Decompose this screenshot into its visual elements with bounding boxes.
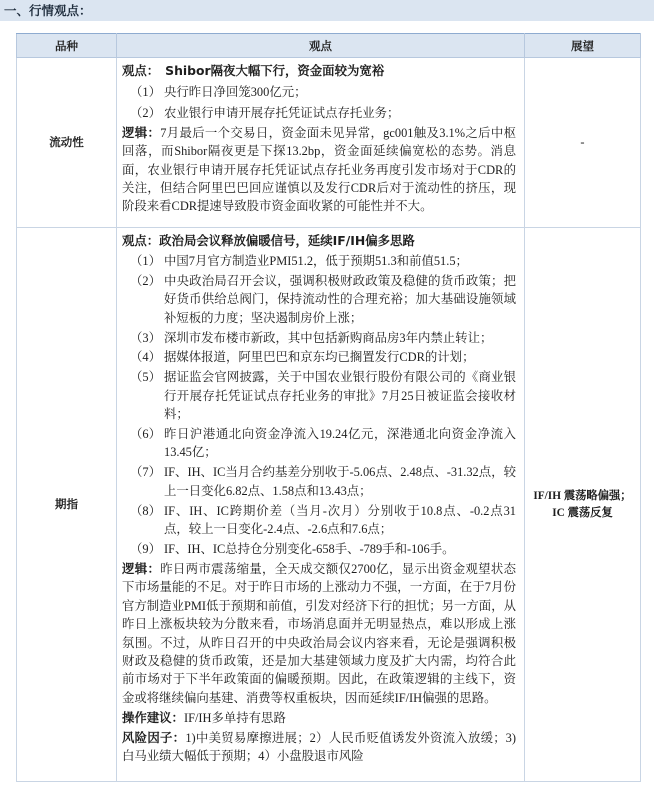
view-label: 观点：	[122, 63, 160, 78]
item-text: 据媒体报道，阿里巴巴和京东均已搁置发行CDR的计划；	[164, 350, 475, 365]
item-number: （2）	[130, 273, 161, 288]
list-item	[122, 104, 516, 122]
action-label: 操作建议：	[122, 709, 184, 725]
item-number: （5）	[130, 370, 161, 385]
item-number: （4）	[130, 350, 161, 365]
table-header-row	[17, 34, 641, 58]
action-text: IF/IH多单持有思路	[183, 710, 286, 725]
view-text: 政治局会议释放偏暖信号，延续IF/IH偏多思路	[159, 233, 415, 248]
outlook-cell: -	[525, 58, 641, 228]
logic-paragraph	[122, 560, 516, 707]
item-number: （3）	[130, 330, 161, 345]
list-item	[122, 463, 516, 500]
header-outlook: 展望	[525, 34, 641, 58]
list-item	[122, 540, 516, 558]
risk-label: 风险因子：	[122, 729, 186, 745]
logic-label: 逻辑：	[122, 124, 161, 140]
item-text: 昨日沪港通北向资金净流入19.24亿元，深港通北向资金净流入13.45亿；	[164, 427, 516, 460]
item-text: 中央政治局召开会议，强调积极财政政策及稳健的货币政策；把好货币供给总阀门，保持流动性的合理充裕；加大基础设施领域补短板的力度；坚决遏制房价上涨；	[164, 273, 516, 325]
item-number: （8）	[130, 503, 161, 518]
table-row-liquidity	[17, 58, 641, 228]
item-text: IF、IH、IC跨期价差（当月-次月）分别收于10.8点、-0.2点31点，较上一日变化-2.4点、-2.6点和7.6点；	[164, 503, 516, 537]
item-text: 中国7月官方制造业PMI51.2，低于预期51.3和前值51.5；	[164, 253, 468, 268]
list-item	[122, 368, 516, 423]
list-item	[122, 425, 516, 462]
outlook-cell	[525, 228, 641, 782]
risk-factors	[122, 729, 516, 766]
item-text: 央行昨日净回笼300亿元；	[164, 84, 307, 99]
table-row-futures	[17, 228, 641, 782]
list-item	[122, 252, 516, 270]
item-text: IF、IH、IC总持仓分别变化-658手、-789手和-106手。	[164, 542, 455, 556]
view-label: 观点：	[122, 233, 160, 248]
variety-cell: 流动性	[17, 58, 117, 228]
outlook-line-ifih: IF/IH 震荡略偏强；	[533, 489, 632, 502]
list-item	[122, 83, 516, 101]
item-number: （9）	[130, 542, 161, 556]
item-text: 农业银行申请开展存托凭证试点存托业务；	[164, 105, 400, 120]
item-text: IF、IH、IC当月合约基差分别收于-5.06点、2.48点、-31.32点，较上一日变化6.82点、1.58点和13.43点；	[164, 465, 516, 498]
logic-label: 逻辑：	[122, 560, 161, 576]
header-variety: 品种	[17, 34, 117, 58]
logic-paragraph	[122, 124, 516, 216]
view-cell	[117, 228, 525, 782]
section-title: 一、行情观点：	[4, 3, 92, 18]
list-item	[122, 272, 516, 327]
list-item	[122, 348, 516, 366]
item-text: 据证监会官网披露，关于中国农业银行股份有限公司的《商业银行开展存托凭证试点存托业务的审批》7月25日被证监会接收材料；	[164, 370, 516, 422]
item-number: （6）	[130, 427, 161, 442]
view-title	[122, 62, 516, 80]
section-header-band	[0, 0, 654, 21]
variety-cell: 期指	[17, 228, 117, 782]
logic-text: 昨日两市震荡缩量，全天成交额仅2700亿，显示出资金观望状态下市场量能的不足。对于昨日市场的上涨动力不强，一方面，在于7月份官方制造业PMI低于预期和前值，引发对经济下行的担忧；另一方面，从昨日上涨板块较为分散来看，市场消息面并无明显热点，难以形成上涨氛围。不过，从昨日召开的中央政治局会议内容来看，无论是强调积极财政及稳健的货币政策，还是加大基建领域力度及扩大内需，均符合此前市场对于下半年政策面的偏暖预期。因此，在政策逻辑的主线下，资金或将继续偏向基建、消费等权重板块，因而延续IF/IH偏强的思路。	[122, 561, 517, 705]
list-item	[122, 502, 516, 539]
view-cell	[117, 58, 525, 228]
risk-text: 1)中美贸易摩擦进展；2）人民币贬值诱发外资流入放缓；3)白马业绩大幅低于预期；4）小盘股退市风险	[122, 730, 517, 763]
view-text: Shibor隔夜大幅下行，资金面较为宽裕	[165, 63, 385, 78]
item-number: （1）	[130, 253, 161, 268]
view-title	[122, 232, 516, 250]
item-number: （1）	[130, 84, 161, 99]
item-number: （7）	[130, 465, 161, 480]
header-view: 观点	[117, 34, 525, 58]
logic-text: 7月最后一个交易日，资金面未见异常，gc001触及3.1%之后中枢回落，而Shibor隔夜更是下探13.2bp，资金面延续偏宽松的态势。消息面，农业银行申请开展存托凭证试点存托业务再度引发市场对于CDR的关注，但结合阿里巴巴回应谨慎以及发行CDR后对于流动性的挤压，现阶段来看CDR提速导致股市资金面收紧的可能性并不大。	[122, 125, 516, 214]
action-suggestion	[122, 709, 516, 727]
market-view-table	[16, 33, 641, 782]
list-item	[122, 329, 516, 347]
outlook-line-ic: IC 震荡反复	[552, 506, 613, 519]
item-number: （2）	[130, 105, 161, 120]
item-text: 深圳市发布楼市新政，其中包括新购商品房3年内禁止转让；	[164, 330, 493, 345]
